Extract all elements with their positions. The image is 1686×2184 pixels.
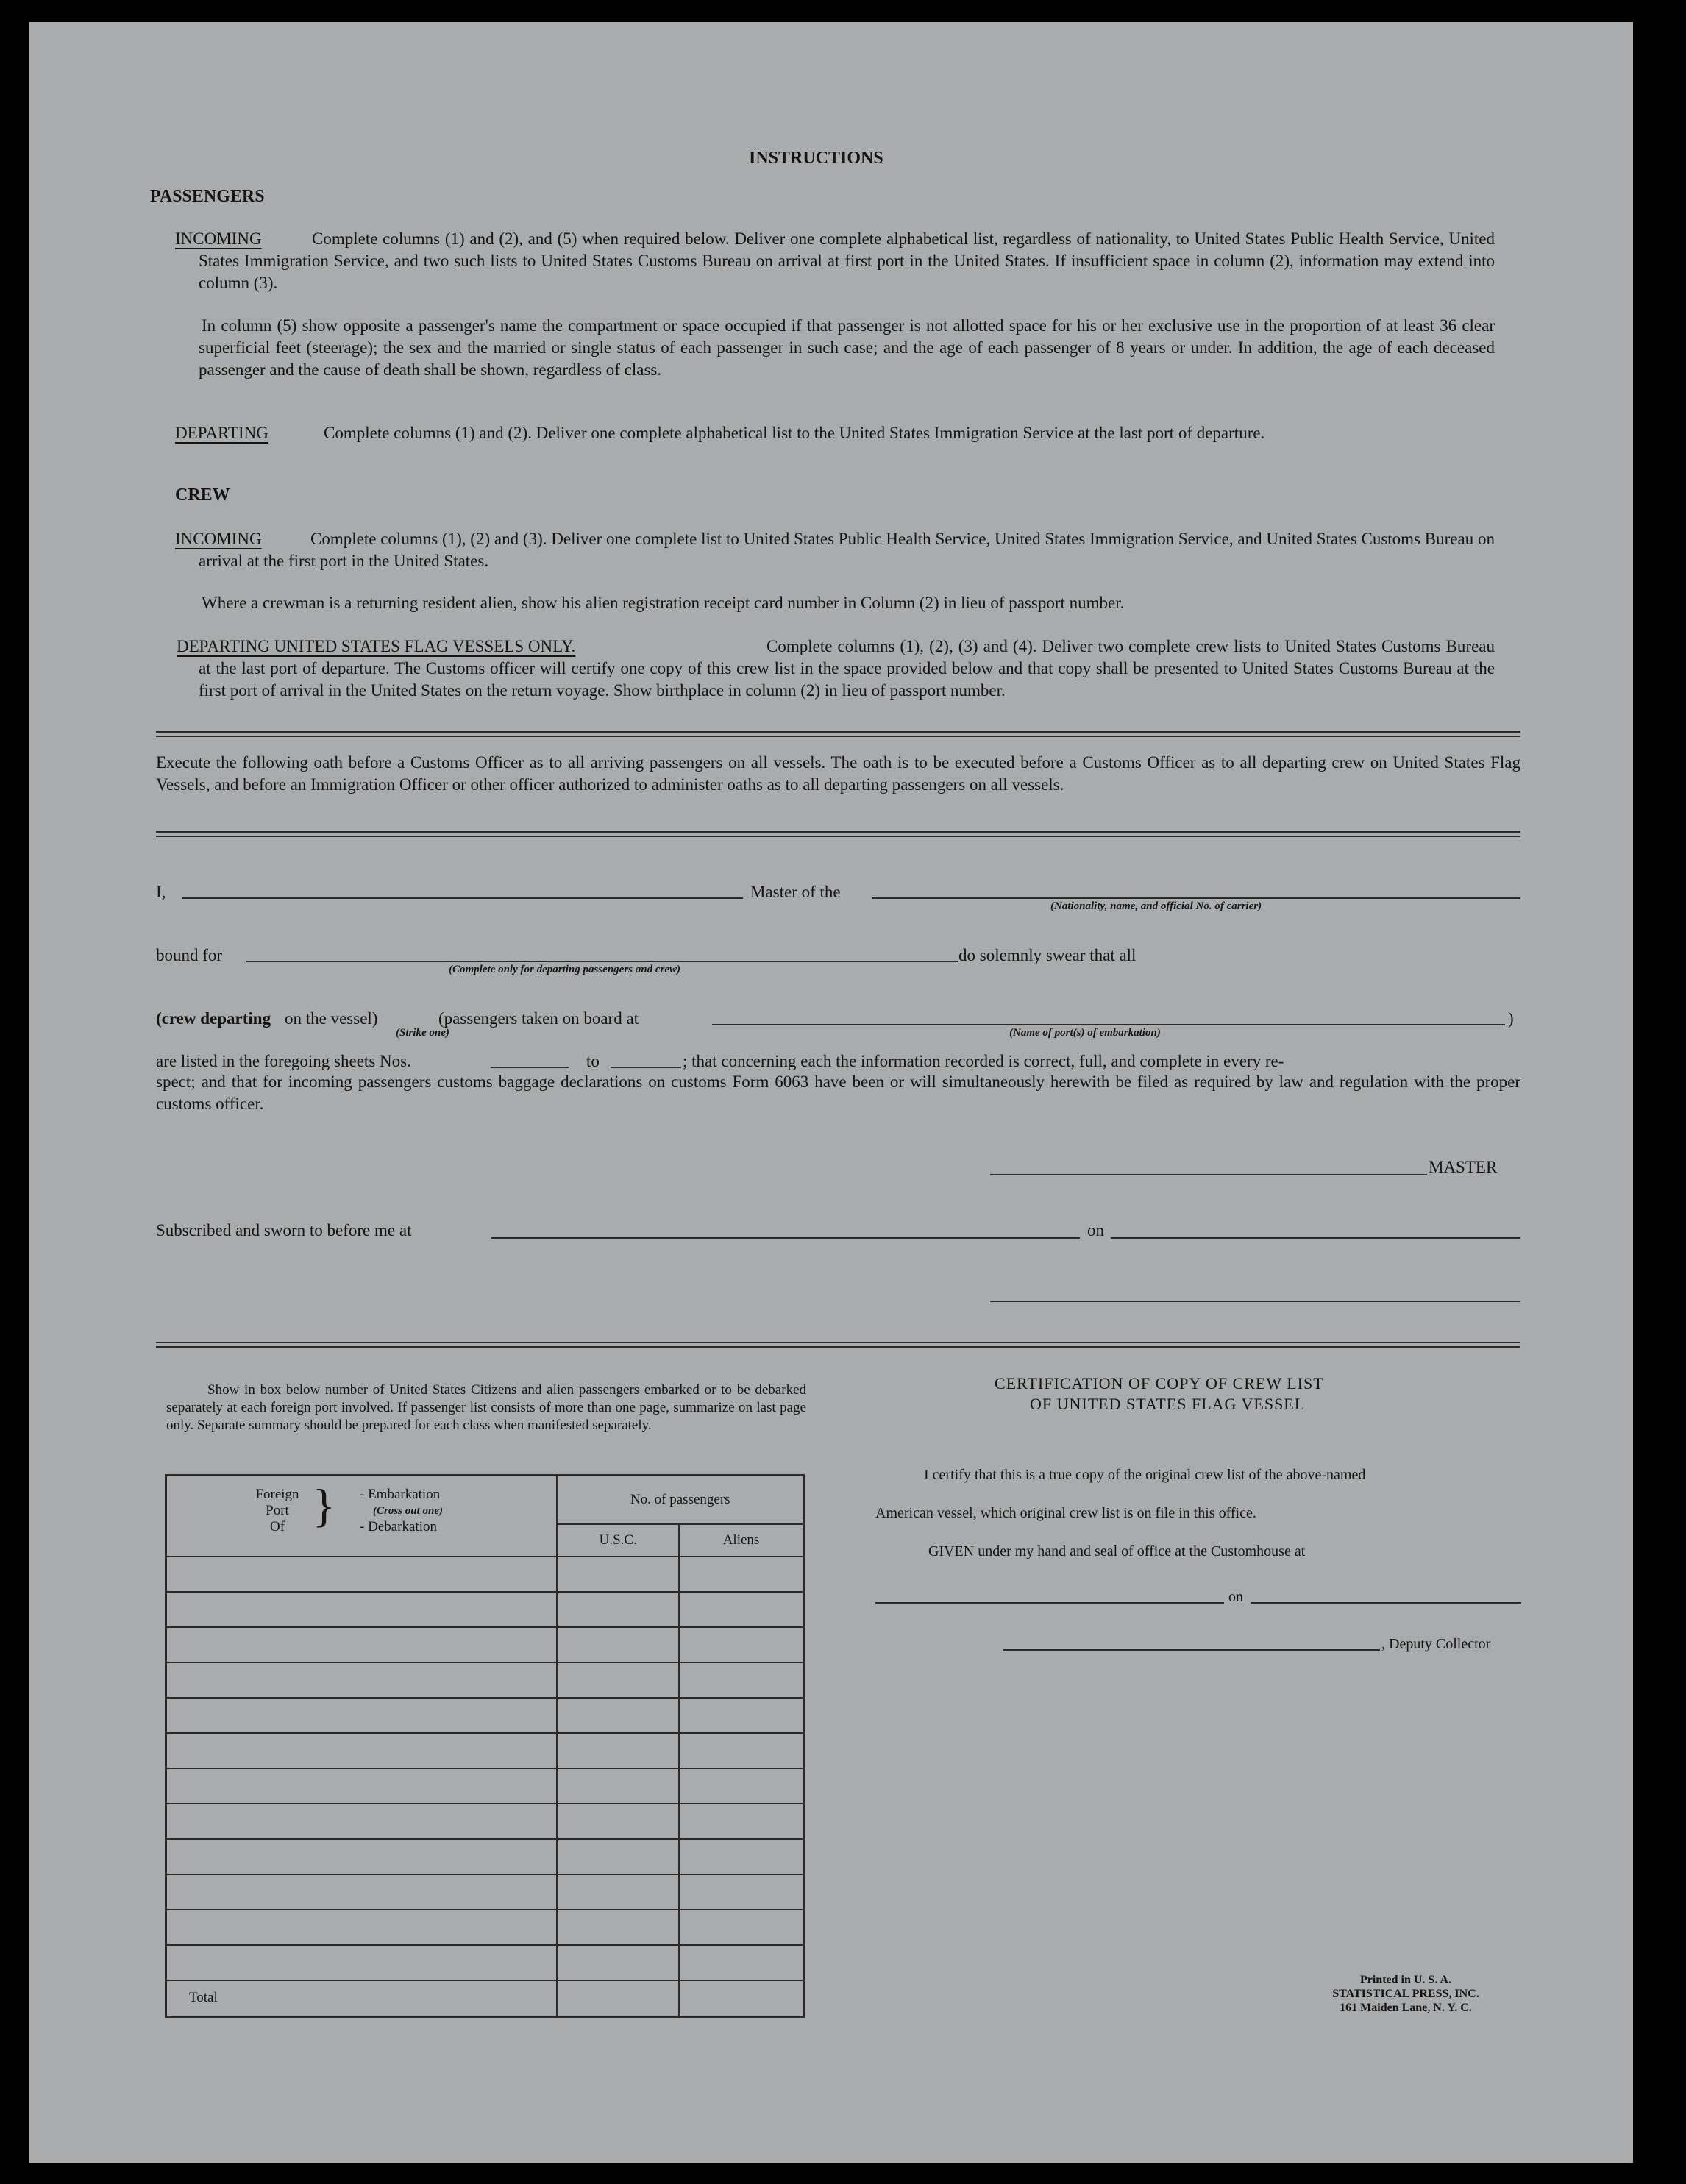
sworn-date-field[interactable] xyxy=(1111,1237,1520,1239)
divider-double xyxy=(156,831,1520,837)
oath-intro: Execute the following oath before a Customs Officer as to all arriving passengers on all vessels. The oath is to be executed before a Customs Officer as to all departing crew on United States Flag Vessels, and before an Immigration Officer or other officer authorized to administer oaths as to all departing passengers on all vessels. xyxy=(156,753,1520,794)
debarkation-label: - Debarkation xyxy=(360,1519,437,1534)
instructions-title: INSTRUCTIONS xyxy=(749,149,883,168)
usc-header: U.S.C. xyxy=(557,1524,679,1557)
crew-departing-text: Complete columns (1), (2), (3) and (4). Deliver two complete crew lists to United States Customs Bureau at the last port of departure. The Customs officer will certify one copy of this crew list in the space provided below and that copy shall be presented to United States Customs Bureau at the first port of arrival in the United States on the return voyage. Show birthplace in column (2) in lieu of passport number. xyxy=(199,637,1495,700)
deputy-collector-label: , Deputy Collector xyxy=(1381,1636,1491,1652)
bound-for-note: (Complete only for departing passengers and crew) xyxy=(449,964,680,975)
listed-text-c: spect; and that for incoming passengers customs baggage declarations on customs Form 6063 have been or will simultaneously herewith be filed as required by law and regulation with the proper customs officer. xyxy=(156,1073,1520,1113)
port-cell[interactable] xyxy=(166,1768,558,1804)
passengers-heading: PASSENGERS xyxy=(150,187,265,206)
master-of-label: Master of the xyxy=(750,883,841,901)
customhouse-field[interactable] xyxy=(875,1602,1224,1604)
crew-departing-label: DEPARTING UNITED STATES FLAG VESSELS ONLY. xyxy=(177,637,576,655)
master-name-field[interactable] xyxy=(182,897,743,899)
aliens-cell[interactable] xyxy=(679,1804,804,1839)
aliens-cell[interactable] xyxy=(679,1592,804,1627)
crew-incoming-text: Complete columns (1), (2) and (3). Deliver one complete list to United States Public Health Service, United States Immigration Service, and United States Customs Bureau on arrival at the first port in the United States. xyxy=(199,530,1495,570)
usc-cell[interactable] xyxy=(557,1945,679,1980)
port-cell[interactable] xyxy=(166,1662,558,1698)
aliens-cell[interactable] xyxy=(679,1698,804,1733)
usc-cell[interactable] xyxy=(557,1627,679,1662)
deputy-signature-field[interactable] xyxy=(1003,1649,1380,1651)
listed-text-a: are listed in the foregoing sheets Nos. xyxy=(156,1052,411,1070)
usc-cell[interactable] xyxy=(557,1733,679,1768)
port-cell[interactable] xyxy=(166,1839,558,1874)
embarkation-label: - Embarkation xyxy=(360,1487,441,1502)
port-cell[interactable] xyxy=(166,1804,558,1839)
usc-cell[interactable] xyxy=(557,1839,679,1874)
total-label: Total xyxy=(166,1980,558,2017)
crew-resident-text: Where a crewman is a returning resident alien, show his alien registration receipt card number in Column (2) in lieu of passport number. xyxy=(202,594,1125,612)
summary-note: Show in box below number of United States Citizens and alien passengers embarked or to be debarked separately at each foreign port involved. If passenger list consists of more than one page, summarize on last page only. Separate summary should be prepared for each class when manifested separately. xyxy=(166,1382,806,1433)
passengers-incoming-text: Complete columns (1) and (2), and (5) when required below. Deliver one complete alphabetical list, regardless of nationality, to United States Public Health Service, United States Immigration Service, and two such lists to United States Customs Bureau on arrival at first port in the United States. If insufficient space in column (2), information may extend into column (3). xyxy=(199,230,1495,292)
aliens-cell[interactable] xyxy=(679,1910,804,1945)
aliens-header: Aliens xyxy=(679,1524,804,1557)
port-cell[interactable] xyxy=(166,1627,558,1662)
usc-cell[interactable] xyxy=(557,1557,679,1592)
on-vessel-text: on the vessel) xyxy=(285,1009,378,1028)
usc-cell[interactable] xyxy=(557,1910,679,1945)
usc-cell[interactable] xyxy=(557,1662,679,1698)
usc-cell[interactable] xyxy=(557,1698,679,1733)
brace-icon: } xyxy=(313,1479,335,1532)
certification-title-2: OF UNITED STATES FLAG VESSEL xyxy=(1030,1395,1306,1413)
passengers-departing-label: DEPARTING xyxy=(175,424,268,442)
port-cell[interactable] xyxy=(166,1945,558,1980)
aliens-cell[interactable] xyxy=(679,1662,804,1698)
master-signature-field[interactable] xyxy=(990,1174,1427,1175)
aliens-cell[interactable] xyxy=(679,1627,804,1662)
sworn-on-text: on xyxy=(1087,1221,1104,1239)
no-passengers-header: No. of passengers xyxy=(557,1476,803,1524)
usc-cell[interactable] xyxy=(557,1768,679,1804)
port-cell[interactable] xyxy=(166,1557,558,1592)
crew-heading: CREW xyxy=(175,485,230,505)
port-cell[interactable] xyxy=(166,1592,558,1627)
sheet-from-field[interactable] xyxy=(491,1067,569,1068)
listed-text-b: ; that concerning each the information recorded is correct, full, and complete in every re- xyxy=(683,1052,1284,1070)
cross-out-note: (Cross out one) xyxy=(373,1505,444,1517)
oath-i-label: I, xyxy=(156,883,166,901)
usc-cell[interactable] xyxy=(557,1874,679,1910)
printer-imprint xyxy=(1292,1973,1520,2015)
summary-table xyxy=(165,1474,805,2018)
port-cell[interactable] xyxy=(166,1733,558,1768)
crew-incoming-label: INCOMING xyxy=(175,530,262,548)
carrier-field[interactable] xyxy=(872,897,1520,899)
subscribed-text: Subscribed and sworn to before me at xyxy=(156,1221,412,1239)
passengers-taken-text: (passengers taken on board at xyxy=(438,1009,639,1028)
cert-date-field[interactable] xyxy=(1251,1602,1521,1604)
aliens-cell[interactable] xyxy=(679,1874,804,1910)
port-label: Port xyxy=(266,1503,289,1518)
master-label: MASTER xyxy=(1429,1158,1498,1176)
aliens-cell[interactable] xyxy=(679,1557,804,1592)
printer-line-2: STATISTICAL PRESS, INC. xyxy=(1332,1988,1479,2000)
passengers-departing-text: Complete columns (1) and (2). Deliver one complete alphabetical list to the United States Immigration Service at the last port of departure. xyxy=(324,424,1265,442)
aliens-cell[interactable] xyxy=(679,1733,804,1768)
officer-signature-field[interactable] xyxy=(990,1301,1520,1302)
printer-line-1: Printed in U. S. A. xyxy=(1359,1974,1451,1986)
total-aliens-cell[interactable] xyxy=(679,1980,804,2017)
port-cell[interactable] xyxy=(166,1698,558,1733)
sheet-to-field[interactable] xyxy=(611,1067,681,1068)
foreign-port-header xyxy=(166,1476,558,1557)
divider-double xyxy=(156,731,1520,737)
port-note: (Name of port(s) of embarkation) xyxy=(1009,1027,1161,1039)
carrier-note: (Nationality, name, and official No. of carrier) xyxy=(1050,900,1262,912)
certify-text: I certify that this is a true copy of the original crew list of the above-named xyxy=(924,1467,1366,1483)
vessel-text: American vessel, which original crew list is on file in this office. xyxy=(875,1505,1256,1521)
to-text: to xyxy=(586,1052,600,1070)
crew-departing-text: (crew departing xyxy=(156,1009,271,1028)
port-cell[interactable] xyxy=(166,1874,558,1910)
usc-cell[interactable] xyxy=(557,1592,679,1627)
given-text: GIVEN under my hand and seal of office at the Customhouse at xyxy=(928,1543,1306,1559)
of-label: Of xyxy=(269,1519,285,1534)
column5-instructions: In column (5) show opposite a passenger's name the compartment or space occupied if that passenger is not allotted space for his or her exclusive use in the proportion of at least 36 clear superficial feet (steerage); the sex and the married or single status of each passenger in such case; and the age of each passenger of 8 years or under. In addition, the age of each deceased passenger and the cause of death shall be shown, regardless of class. xyxy=(199,316,1495,379)
aliens-cell[interactable] xyxy=(679,1839,804,1874)
aliens-cell[interactable] xyxy=(679,1945,804,1980)
swear-text: do solemnly swear that all xyxy=(958,946,1137,964)
usc-cell[interactable] xyxy=(557,1804,679,1839)
passengers-incoming-label: INCOMING xyxy=(175,230,262,248)
port-cell[interactable] xyxy=(166,1910,558,1945)
foreign-label: Foreign xyxy=(255,1487,299,1502)
cert-on-text: on xyxy=(1228,1589,1243,1605)
printer-line-3: 161 Maiden Lane, N. Y. C. xyxy=(1340,2002,1472,2014)
certification-title-1: CERTIFICATION OF COPY OF CREW LIST xyxy=(995,1374,1324,1392)
aliens-cell[interactable] xyxy=(679,1768,804,1804)
total-usc-cell[interactable] xyxy=(557,1980,679,2017)
paren-close: ) xyxy=(1508,1009,1514,1028)
sworn-place-field[interactable] xyxy=(491,1237,1080,1239)
divider-double xyxy=(156,1342,1520,1348)
embarkation-port-field[interactable] xyxy=(712,1024,1505,1025)
bound-for-field[interactable] xyxy=(246,961,958,962)
bound-for-label: bound for xyxy=(156,946,223,964)
strike-one-note: (Strike one) xyxy=(396,1027,449,1039)
